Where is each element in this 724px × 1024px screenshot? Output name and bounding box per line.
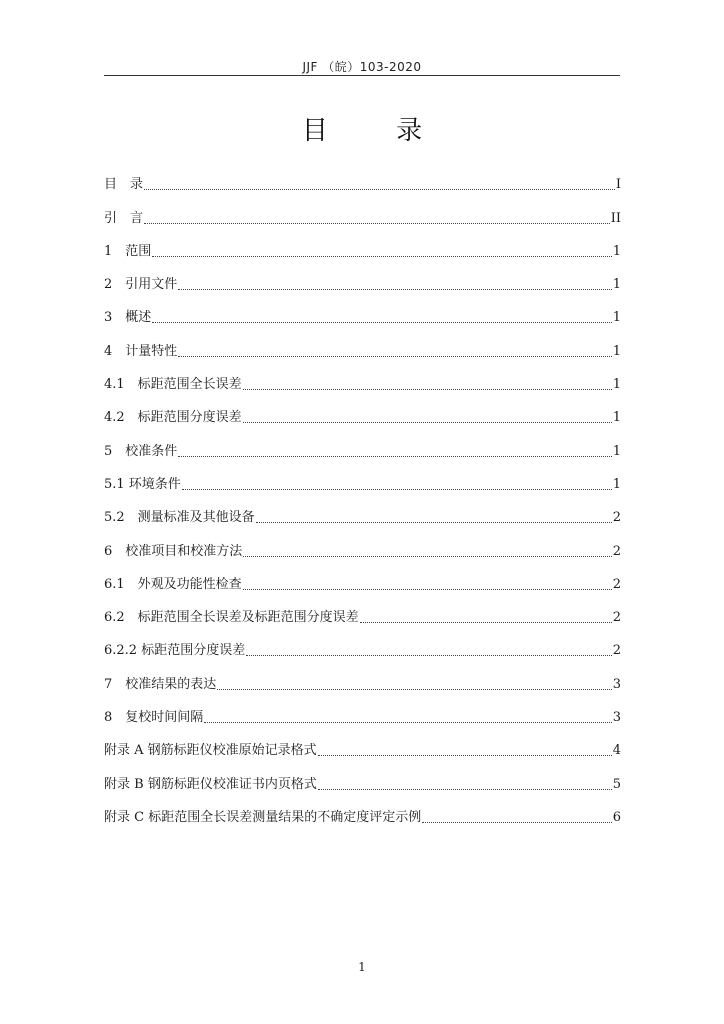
toc-leader-dots [178, 446, 611, 457]
toc-leader-dots [318, 745, 612, 756]
toc-entry[interactable] [104, 426, 621, 459]
toc-leader-dots [204, 712, 611, 723]
toc-entry[interactable] [104, 260, 621, 293]
toc-entry-label: 6.2.2 标距范围分度误差 [104, 643, 246, 659]
toc-entry[interactable] [104, 193, 621, 226]
toc-entry-label: 6.2 标距范围全长误差及标距范围分度误差 [104, 610, 359, 626]
toc-leader-dots [152, 312, 611, 323]
toc-entry-page: 3 [612, 676, 621, 692]
header-divider [104, 75, 620, 76]
toc-entry-label: 附录 B 钢筋标距仪校准证书内页格式 [104, 776, 317, 792]
toc-entry-page: 3 [612, 710, 621, 726]
toc-leader-dots [178, 346, 611, 357]
toc-entry-label: 4.2 标距范围分度误差 [104, 410, 242, 426]
toc-entry-label: 引 言 [104, 210, 144, 226]
toc-entry-page: 2 [612, 543, 621, 559]
toc-entry[interactable] [104, 227, 621, 260]
toc-entry-page: 1 [612, 410, 621, 426]
toc-entry-page: 2 [612, 610, 621, 626]
toc-entry-label: 附录 A 钢筋标距仪校准原始记录格式 [104, 743, 317, 759]
toc-entry[interactable] [104, 793, 621, 826]
toc-entry-label: 4 计量特性 [104, 343, 178, 359]
toc-entry[interactable] [104, 160, 621, 193]
toc-entry-page: 1 [612, 310, 621, 326]
toc-entry[interactable] [104, 693, 621, 726]
toc-entry-page: II [610, 210, 621, 226]
toc-entry[interactable] [104, 626, 621, 659]
toc-entry-label: 6 校准项目和校准方法 [104, 543, 243, 559]
toc-entry-label: 2 引用文件 [104, 277, 178, 293]
toc-entry-page: 1 [612, 377, 621, 393]
toc-leader-dots [256, 512, 612, 523]
toc-entry[interactable] [104, 726, 621, 759]
toc-entry-page: 2 [612, 510, 621, 526]
toc-leader-dots [243, 379, 612, 390]
toc-leader-dots [246, 645, 612, 656]
toc-leader-dots [243, 579, 612, 590]
toc-leader-dots [243, 412, 612, 423]
toc-entry-label: 1 范围 [104, 243, 152, 259]
toc-leader-dots [217, 679, 611, 690]
toc-entry-page: I [615, 177, 621, 193]
toc-entry[interactable] [104, 360, 621, 393]
toc-entry-page: 1 [612, 443, 621, 459]
toc-entry[interactable] [104, 759, 621, 792]
toc-list [104, 160, 621, 826]
toc-entry-label: 5.1 环境条件 [104, 476, 181, 492]
toc-leader-dots [144, 179, 615, 190]
toc-entry[interactable] [104, 526, 621, 559]
toc-entry-page: 4 [612, 743, 621, 759]
toc-entry[interactable] [104, 393, 621, 426]
toc-entry[interactable] [104, 326, 621, 359]
page-number: 1 [358, 960, 366, 974]
toc-title: 目 录 [301, 116, 453, 146]
toc-entry-page: 1 [612, 243, 621, 259]
toc-leader-dots [144, 213, 610, 224]
toc-entry-page: 2 [612, 643, 621, 659]
toc-entry[interactable] [104, 593, 621, 626]
toc-leader-dots [360, 612, 612, 623]
toc-entry[interactable] [104, 293, 621, 326]
toc-entry-label: 8 复校时间间隔 [104, 710, 204, 726]
toc-entry-label: 5.2 测量标准及其他设备 [104, 510, 255, 526]
document-code-header: JJF （皖）103-2020 [302, 60, 422, 74]
toc-entry[interactable] [104, 659, 621, 692]
toc-entry[interactable] [104, 560, 621, 593]
toc-entry[interactable] [104, 493, 621, 526]
toc-leader-dots [422, 812, 612, 823]
toc-entry-label: 4.1 标距范围全长误差 [104, 377, 242, 393]
toc-entry-label: 5 校准条件 [104, 443, 178, 459]
toc-entry-label: 附录 C 标距范围全长误差测量结果的不确定度评定示例 [104, 809, 422, 825]
toc-entry-label: 6.1 外观及功能性检查 [104, 576, 242, 592]
toc-entry-page: 2 [612, 576, 621, 592]
toc-entry-page: 1 [612, 476, 621, 492]
toc-leader-dots [178, 279, 611, 290]
toc-leader-dots [152, 246, 611, 257]
toc-leader-dots [182, 479, 612, 490]
toc-entry-label: 3 概述 [104, 310, 152, 326]
toc-entry-page: 5 [612, 776, 621, 792]
toc-entry-label: 7 校准结果的表达 [104, 676, 217, 692]
toc-entry-page: 6 [612, 809, 621, 825]
toc-entry-page: 1 [612, 343, 621, 359]
toc-leader-dots [243, 546, 611, 557]
toc-leader-dots [318, 779, 612, 790]
toc-entry[interactable] [104, 460, 621, 493]
toc-entry-label: 目 录 [104, 177, 144, 193]
toc-entry-page: 1 [612, 277, 621, 293]
